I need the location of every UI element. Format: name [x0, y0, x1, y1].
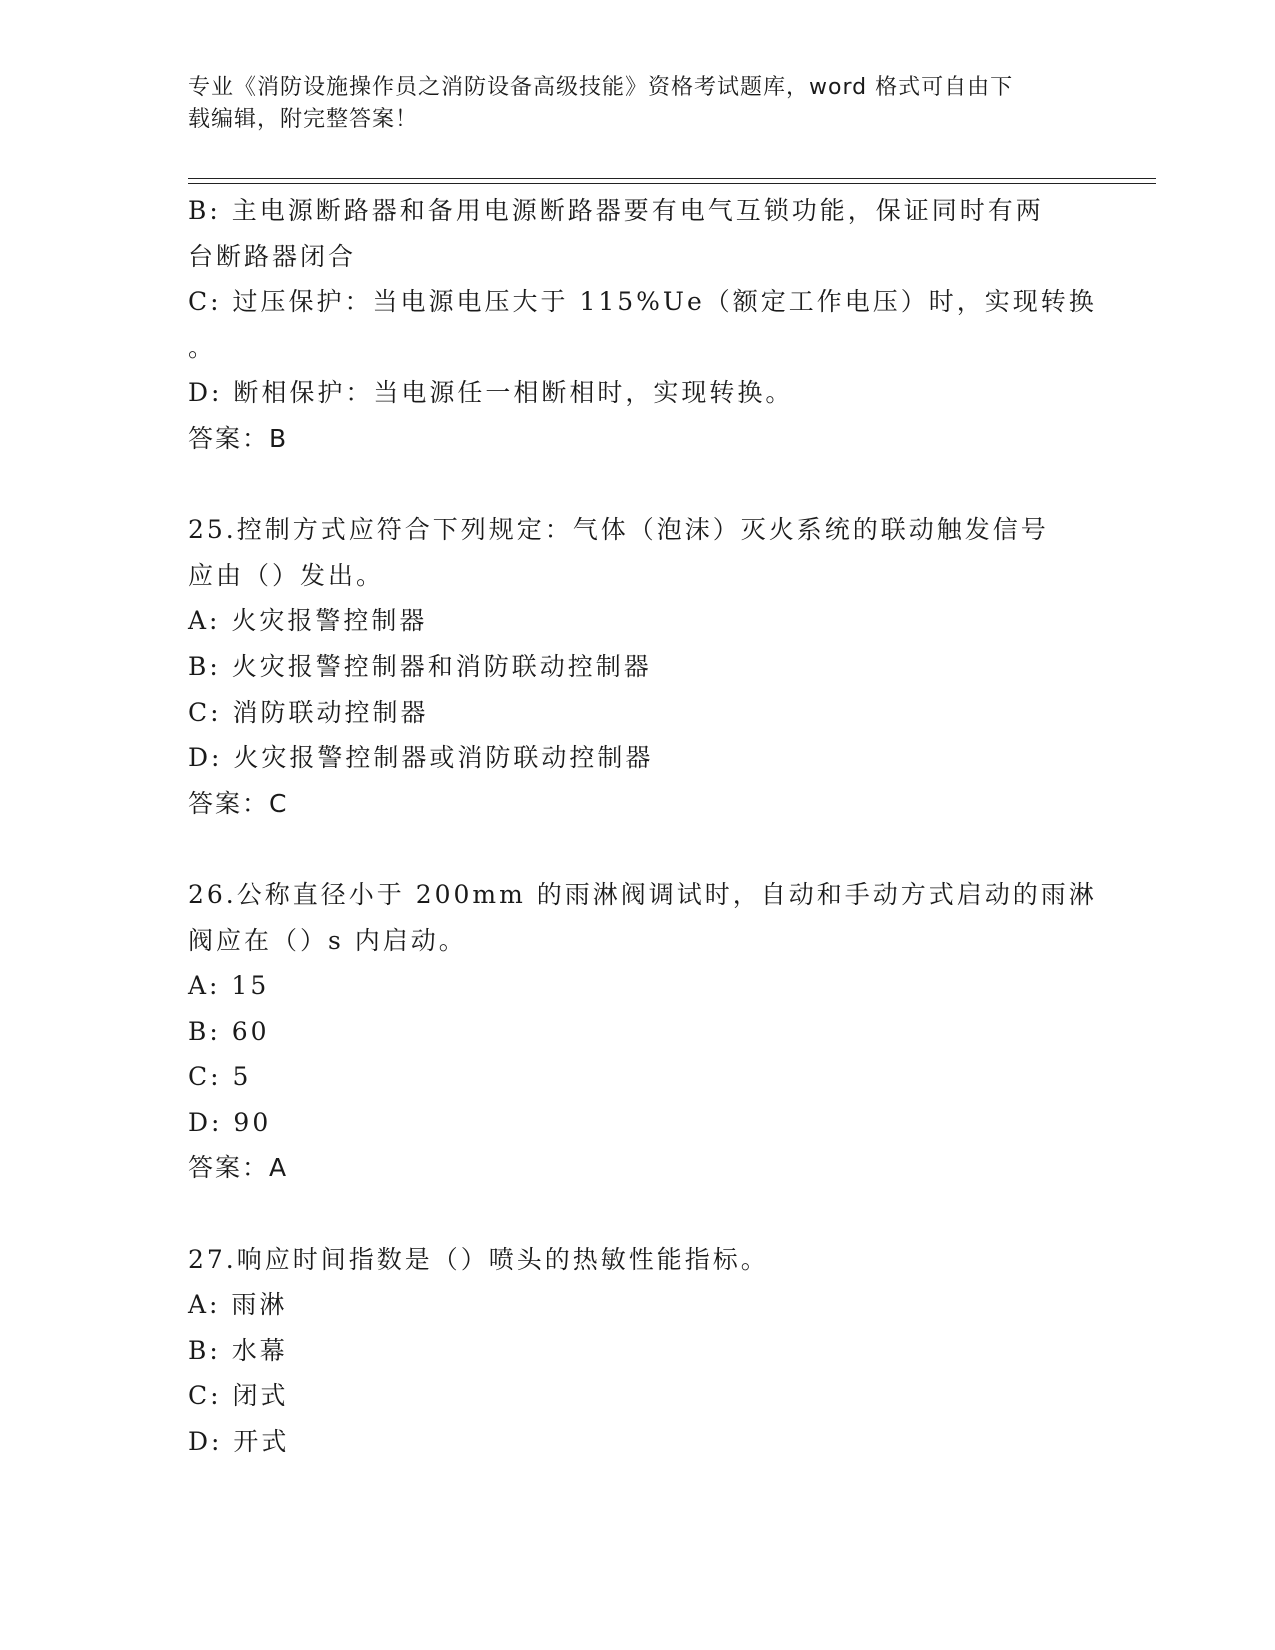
header-divider-bottom	[188, 183, 1156, 184]
question-text: 26.公称直径小于 200mm 的雨淋阀调试时，自动和手动方式启动的雨淋	[188, 879, 1097, 909]
answer: 答案：A	[188, 1153, 289, 1183]
header-line-2: 载编辑，附完整答案！	[188, 107, 419, 132]
option-d: D: 开式	[188, 1427, 290, 1457]
option-b: B: 主电源断路器和备用电源断路器要有电气互锁功能，保证同时有两	[188, 196, 1044, 225]
option-a: A: 15	[188, 971, 270, 1001]
question-text: 27.响应时间指数是（）喷头的热敏性能指标。	[188, 1244, 769, 1274]
answer: 答案：C	[188, 788, 289, 818]
question-spacer	[188, 826, 1088, 872]
header-divider-top	[188, 178, 1156, 179]
question-text-continued: 应由（）发出。	[188, 560, 385, 590]
question-spacer	[188, 1191, 1088, 1237]
document-header	[188, 72, 1088, 136]
option-a: A: 火灾报警控制器	[188, 606, 428, 636]
answer: 答案：B	[188, 423, 289, 453]
option-d: D: 火灾报警控制器或消防联动控制器	[188, 743, 654, 773]
option-b: B: 火灾报警控制器和消防联动控制器	[188, 651, 652, 681]
question-27	[188, 1237, 1088, 1465]
option-c: C: 5	[188, 1062, 252, 1092]
question-24	[188, 188, 1097, 462]
option-d: D: 90	[188, 1107, 272, 1137]
option-b-continued: 台断路器闭合	[188, 241, 357, 271]
question-25	[188, 507, 1088, 826]
option-b: B: 水幕	[188, 1335, 288, 1365]
option-a: A: 雨淋	[188, 1290, 288, 1320]
option-c: C: 闭式	[188, 1381, 289, 1411]
question-list	[188, 188, 1097, 1465]
option-d: D: 断相保护：当电源任一相断相时，实现转换。	[188, 378, 794, 408]
header-line-1: 专业《消防设施操作员之消防设备高级技能》资格考试题库，word 格式可自由下	[188, 75, 1014, 100]
question-text-continued: 阀应在（）s 内启动。	[188, 925, 467, 955]
option-c: C: 消防联动控制器	[188, 697, 429, 727]
option-c: C: 过压保护：当电源电压大于 115%Ue（额定工作电压）时，实现转换	[188, 287, 1097, 317]
question-spacer	[188, 462, 1088, 508]
option-b: B: 60	[188, 1016, 270, 1046]
question-26	[188, 872, 1097, 1191]
option-c-continued: 。	[188, 332, 217, 362]
question-text: 25.控制方式应符合下列规定：气体（泡沫）灭火系统的联动触发信号	[188, 515, 1049, 545]
